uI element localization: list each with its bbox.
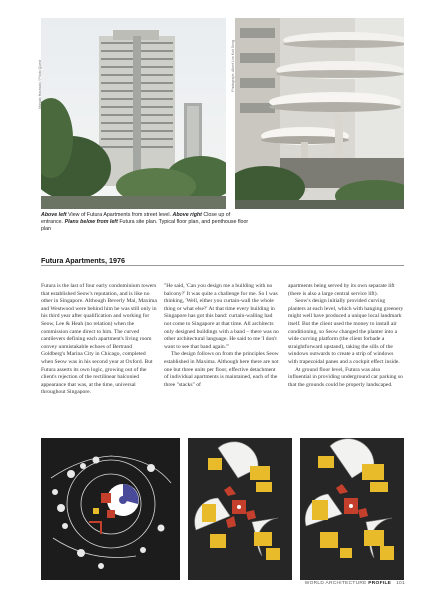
- article-title: Futura Apartments, 1976: [41, 256, 126, 265]
- article-paragraph: apartments being served by its own separate lift (there is also a large central service lift).: [288, 283, 395, 297]
- caption-plans-text: Futura site plan. Typical floor plan, and penthouse floor plan: [41, 219, 249, 232]
- caption-plans-label: Plans below from left: [64, 219, 118, 225]
- article-column-1: [41, 283, 157, 397]
- article-paragraph: At ground floor level, Futura was also influential in providing underground car parking so that the grounds could be properly landscaped.: [288, 366, 403, 388]
- caption-above-left-text: View of Futura Apartments from street level.: [66, 212, 173, 218]
- title-rule: [41, 265, 404, 266]
- footer-publication: WORLD ARCHITECTURE: [304, 581, 367, 586]
- page-footer: [305, 581, 405, 586]
- photo-caption: [41, 212, 251, 233]
- article-paragraph: "He said, 'Can you design me a building with no balcony?' It was quite a challenge for me. So I was thinking, 'Well, either you curtain-wall the whole thing or what else?' At that time every building in Singapore has got this band: curtain-walling had not come to Singapore at that time. All architects only designed buildings with a band – there was no other architectural language. He said to me 'I don't want to see that band again.'": [164, 283, 279, 350]
- page-number: 101: [396, 581, 405, 586]
- article-paragraph: The design follows on from the principles Seow established in Maxima. Although here there are not one but three units per floor, effective detachment of individual apartments is maintained, each of the three "stacks" of: [164, 351, 279, 388]
- article-column-3: [288, 283, 404, 389]
- article-paragraph: Seow's design initially provided curving planters at each level, which with hanging greenery might well have produced a unique local landmark itself. But the client used the money to install air conditioning, so Seow changed the planter into a wide curving platform (the client forbade a straightforward upstand), taking the sills of the windows outwards to create a strip of windows with trapezoidal panes and a cockpit effect inside.: [288, 298, 404, 365]
- footer-section: PROFILE: [368, 581, 392, 586]
- article-paragraph: Futura is the last of four early condominium towers that established Seow's reputation, and is like no other in Singapore. Although Beverly Mai, Maxima and Westwood were behind him he was still only in his third year after qualification and working for Seow, Lee & Heah (no relation) when the commission came direct to him. The curved cantilevers defining each apartment's living room convey unmistakable echoes of Bertrand Goldberg's Marina City in Chicago, completed when Seow was in his second year at Oxford. But Futura asserts its own logic, growing out of the client's rejection of the rectilinear balconied appearance that was, at the time, universal throughout Singapore.: [41, 283, 157, 396]
- photo-street-view: [41, 18, 226, 209]
- site-plan: [41, 438, 180, 580]
- article-column-2: [164, 283, 280, 389]
- caption-above-right-label: Above right: [172, 212, 202, 218]
- photo-credit-right: Photograph: Albert Lim Kok Seng: [231, 40, 235, 92]
- caption-above-right-text: Close up of entrance.: [41, 212, 231, 225]
- caption-above-left-label: Above left: [41, 212, 67, 218]
- penthouse-floor-plan: [300, 438, 404, 580]
- photo-credit-left: Masato Harasaki / Photo Quest: [38, 60, 42, 109]
- photo-entrance-closeup: [235, 18, 404, 209]
- typical-floor-plan: [188, 438, 292, 580]
